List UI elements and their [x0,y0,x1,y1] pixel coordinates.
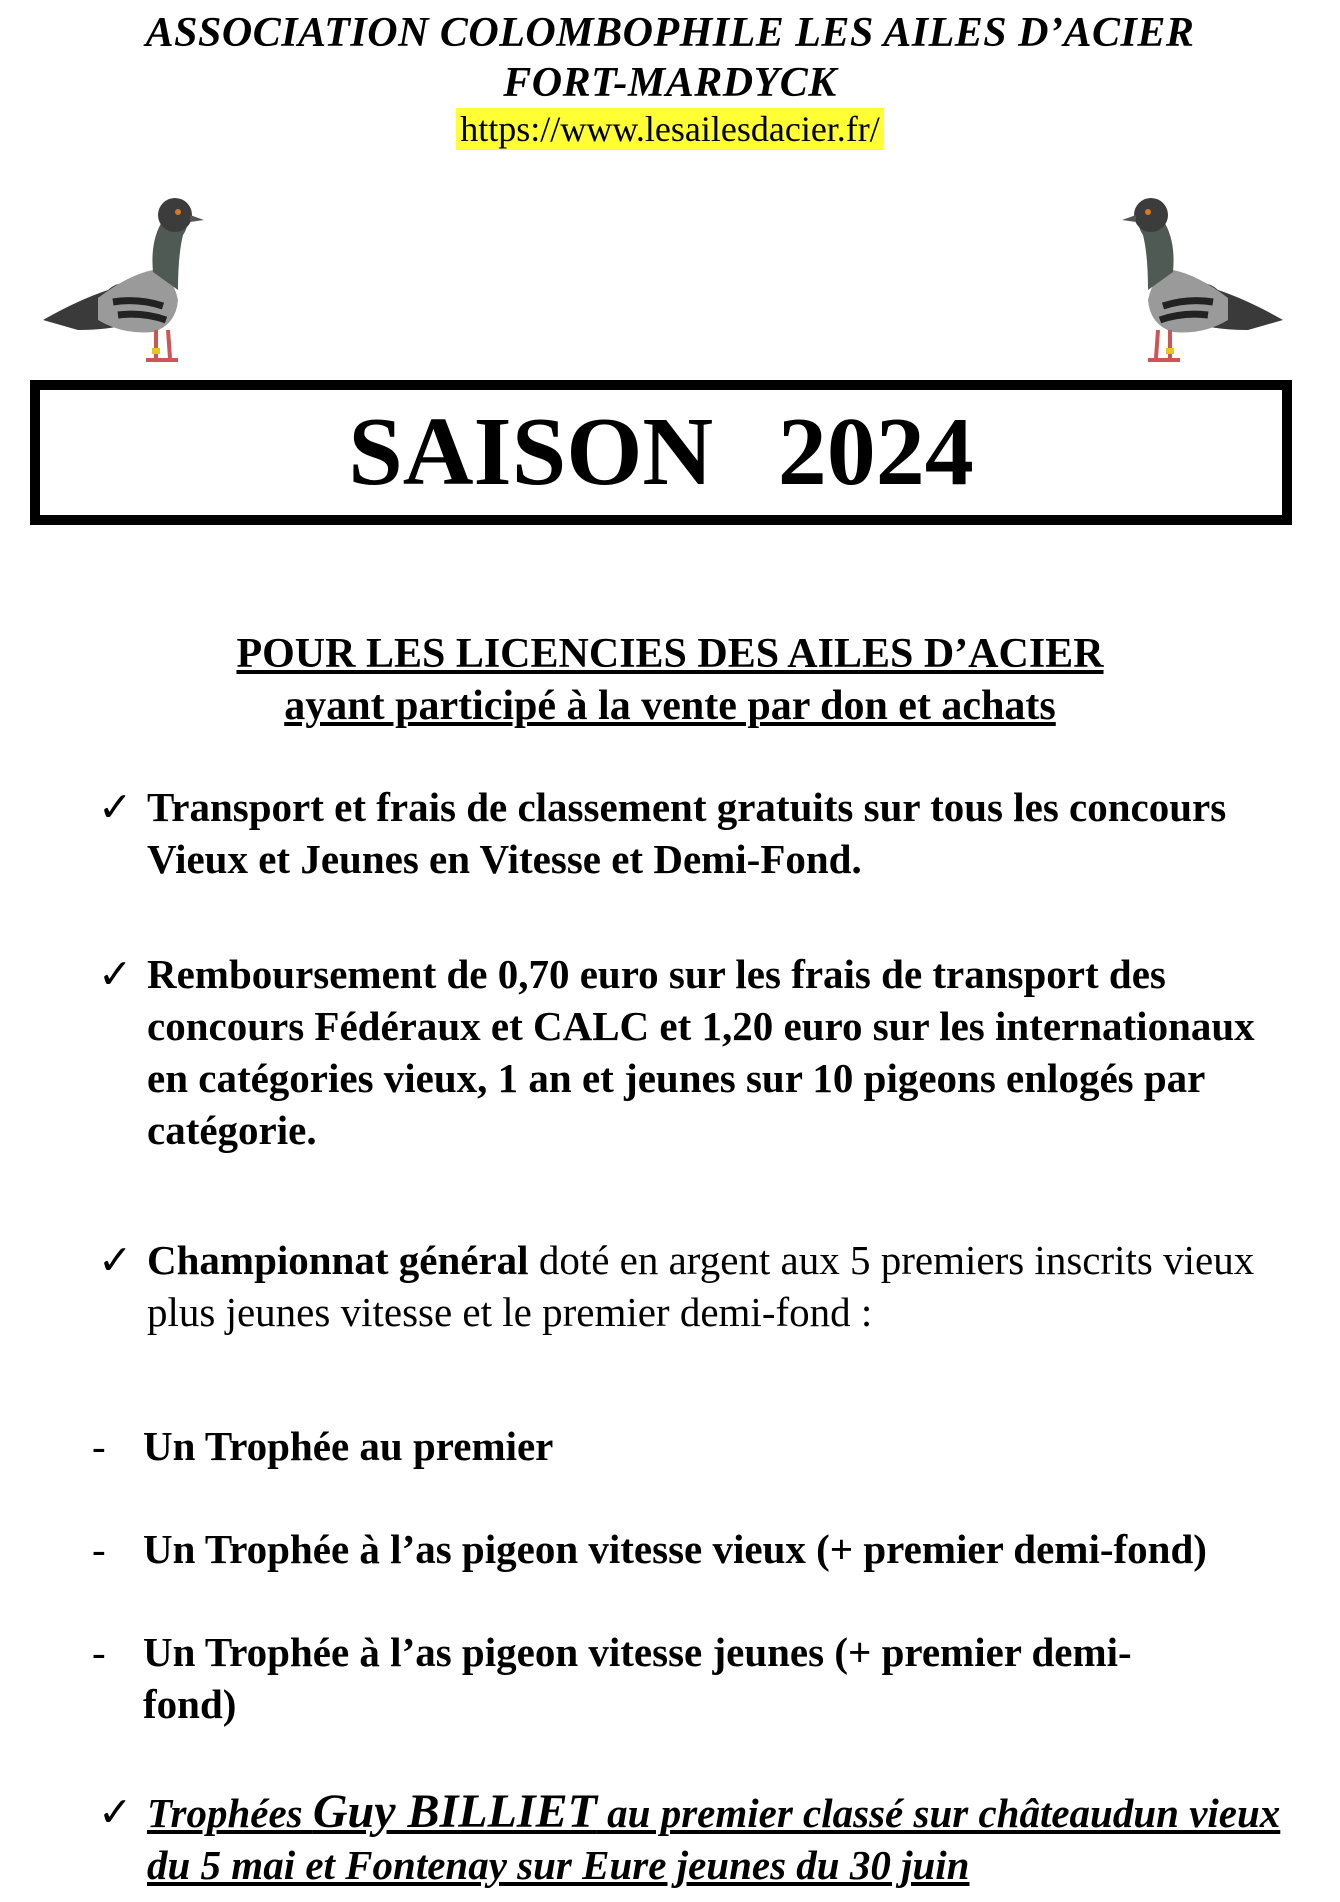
championship-label: Championnat général [147,1237,529,1283]
pigeon-right-image [1118,180,1288,370]
intro-line-2: ayant participé à la vente par don et achats [284,683,1056,729]
championship-text: doté en argent aux 5 premiers inscrits vieux plus jeunes vitesse et le premier demi-fond : [147,1237,1255,1335]
billiet-suffix: au premier classé sur châteaudun vieux du 5 mai et Fontenay sur Eure jeunes du 30 juin [147,1790,1281,1888]
association-title: ASSOCIATION COLOMBOPHILE LES AILES D’ACIER [145,10,1195,56]
billiet-prefix: Trophées [147,1790,313,1836]
trophy-text: Un Trophée à l’as pigeon vitesse vieux (+ premier demi-fond) [143,1526,1207,1572]
billiet-name: Guy BILLIET [312,1785,597,1838]
header [0,8,1340,150]
dash-bullet: - [92,1526,106,1572]
trophy-text: Un Trophée au premier [143,1423,554,1469]
pigeon-left-image [38,180,208,370]
check-icon: ✓ [98,1237,133,1283]
billiet-text [147,1786,1297,1891]
association-city: FORT-MARDYCK [503,60,837,106]
benefit-text: Transport et frais de classement gratuits sur tous les concours Vieux et Jeunes en Vitesse et Demi-Fond. [147,784,1227,882]
benefit-text: Remboursement de 0,70 euro sur les frais de transport des concours Fédéraux et CALC et 1,20 euro sur les internationaux en catégories vieux, 1 an et jeunes sur 10 pigeons enlogés par catégorie. [147,951,1255,1153]
dash-bullet: - [92,1629,106,1675]
check-icon: ✓ [98,951,133,997]
dash-bullet: - [92,1423,106,1469]
intro-heading [0,628,1340,732]
benefit-text [147,1234,1297,1338]
season-banner [30,380,1292,525]
trophy-text: Un Trophée à l’as pigeon vitesse jeunes (+ premier demi-fond) [143,1629,1132,1727]
season-title: SAISON 2024 [348,398,974,506]
check-icon: ✓ [98,1789,133,1835]
check-icon: ✓ [98,784,133,830]
intro-line-1: POUR LES LICENCIES DES AILES D’ACIER [236,631,1104,677]
website-link[interactable]: https://www.lesailesdacier.fr/ [456,108,884,150]
